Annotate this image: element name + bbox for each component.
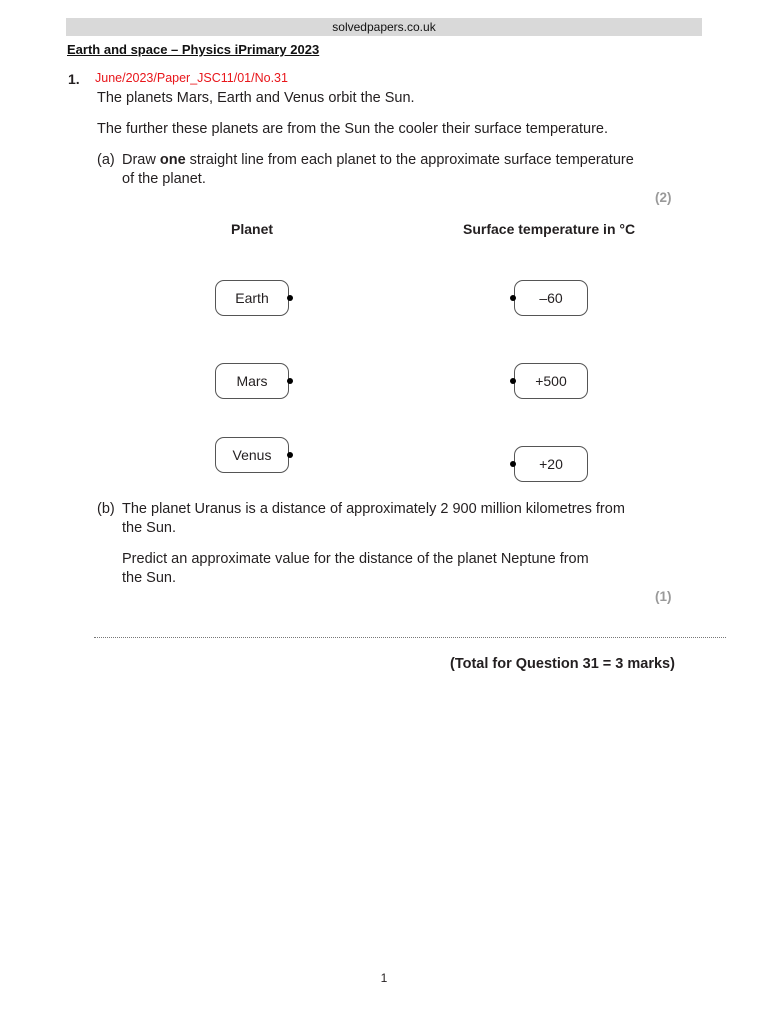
temperature-connector-dot-2[interactable] bbox=[510, 378, 516, 384]
intro-text-2: The further these planets are from the Sun the cooler their surface temperature. bbox=[97, 121, 608, 137]
part-a-instruction-line-2: of the planet. bbox=[122, 171, 206, 187]
part-b-label: (b) bbox=[97, 501, 115, 517]
planet-box-mars: Mars bbox=[215, 363, 289, 399]
part-a-text-pre: Draw bbox=[122, 152, 160, 168]
page-number: 1 bbox=[380, 971, 388, 985]
document-title: Earth and space – Physics iPrimary 2023 bbox=[67, 42, 320, 57]
part-a-instruction-line-1 bbox=[122, 151, 634, 170]
question-reference: June/2023/Paper_JSC11/01/No.31 bbox=[95, 71, 288, 85]
planet-box-earth: Earth bbox=[215, 280, 289, 316]
part-b-text-line-4: the Sun. bbox=[122, 570, 177, 586]
temperature-column-header: Surface temperature in °C bbox=[463, 221, 636, 237]
temperature-box-1: –60 bbox=[514, 280, 588, 316]
planet-box-venus: Venus bbox=[215, 437, 289, 473]
temperature-box-3: +20 bbox=[514, 446, 588, 482]
part-a-label: (a) bbox=[97, 152, 115, 168]
planet-connector-dot-mars[interactable] bbox=[287, 378, 293, 384]
temperature-connector-dot-3[interactable] bbox=[510, 461, 516, 467]
site-name: solvedpapers.co.uk bbox=[332, 20, 436, 34]
question-total: (Total for Question 31 = 3 marks) bbox=[450, 656, 675, 672]
part-b-text-line-1: The planet Uranus is a distance of approximately 2 900 million kilometres from bbox=[122, 501, 625, 517]
part-b-text-line-3: Predict an approximate value for the distance of the planet Neptune from bbox=[122, 551, 589, 567]
part-a-text-post: straight line from each planet to the approximate surface temperature bbox=[185, 152, 634, 168]
temperature-box-2: +500 bbox=[514, 363, 588, 399]
planet-connector-dot-venus[interactable] bbox=[287, 452, 293, 458]
part-b-text-line-2: the Sun. bbox=[122, 520, 177, 536]
planet-connector-dot-earth[interactable] bbox=[287, 295, 293, 301]
part-a-marks: (2) bbox=[655, 190, 672, 205]
planet-column-header: Planet bbox=[231, 221, 274, 237]
part-a-text-bold: one bbox=[159, 152, 186, 168]
question-number: 1. bbox=[68, 71, 80, 87]
temperature-connector-dot-1[interactable] bbox=[510, 295, 516, 301]
header-bar bbox=[66, 18, 702, 36]
answer-line[interactable] bbox=[94, 637, 726, 638]
intro-text-1: The planets Mars, Earth and Venus orbit the Sun. bbox=[97, 90, 415, 106]
part-b-marks: (1) bbox=[655, 589, 672, 604]
